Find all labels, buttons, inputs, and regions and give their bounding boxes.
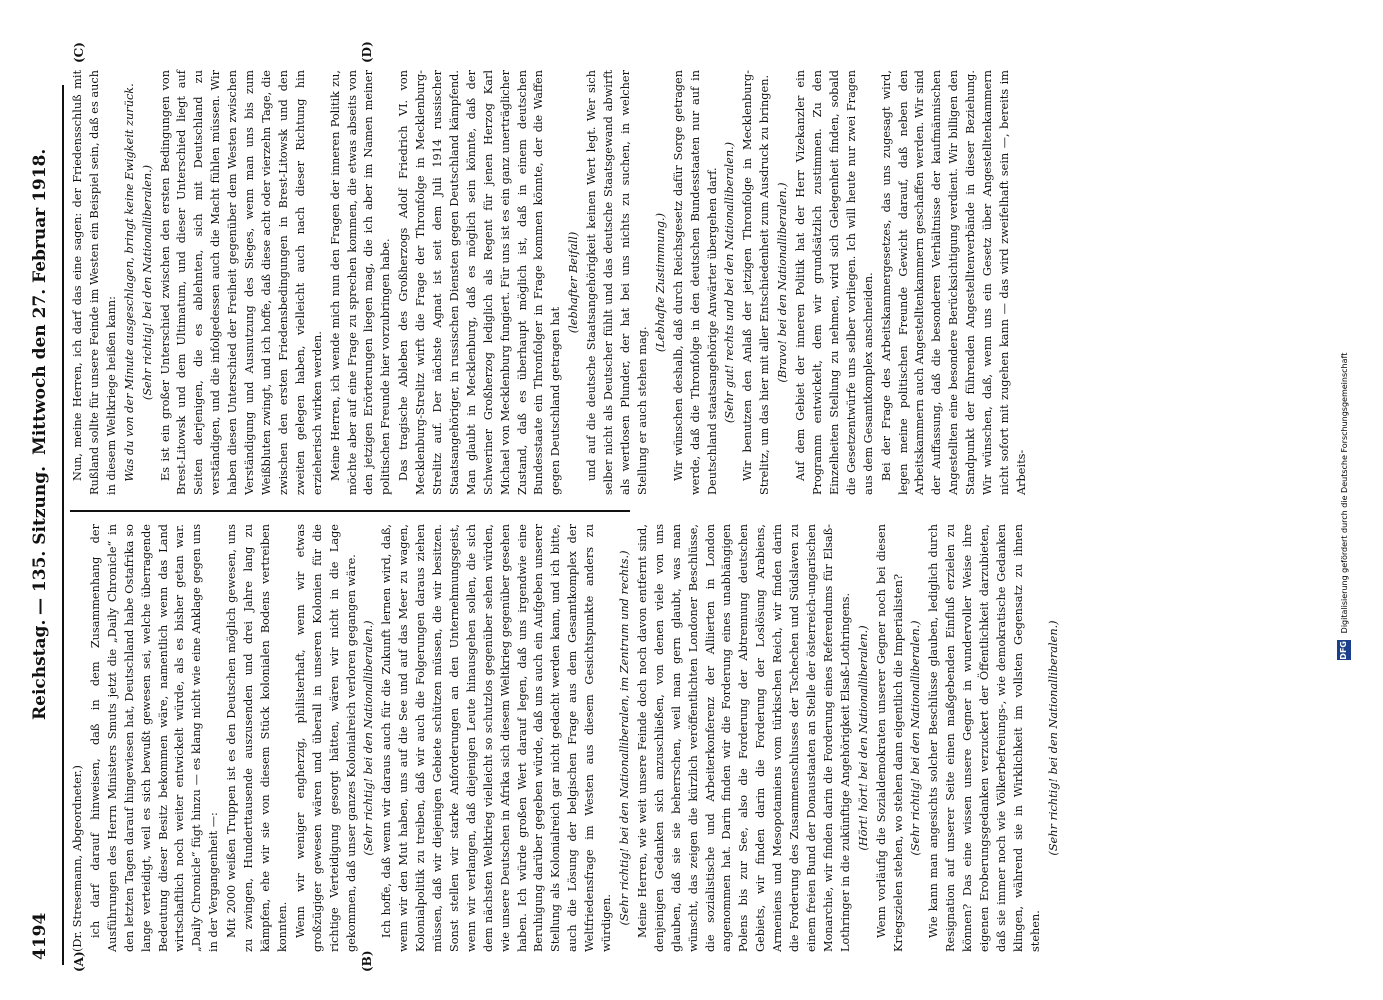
paragraph: Wenn wir weniger engherzig, philisterhaft, wenn wir etwas großzügiger gewesen wären und überall in unseren Kolonien für die richtige Verteidigung gesorgt hätten, wären wir nicht in die Lage gekommen, daß unser ganzes Kolonialreich verloren gegangen wäre. — [293, 524, 358, 952]
page-header — [30, 90, 58, 960]
margin-marker-c: (C) — [72, 42, 86, 63]
interjection: (Sehr richtig! bei den Nationalliberalen.) — [140, 164, 154, 401]
interjection: (Lebhafte Zustimmung.) — [653, 212, 667, 353]
interjection: (Sehr gut! rechts und bei den Nationalliberalen.) — [723, 141, 737, 424]
credit-text: Digitalisierung gefördert durch die Deutsche Forschungsgemeinschaft — [1340, 352, 1349, 634]
paragraph: Es ist ein großer Unterschied zwischen den ersten Bedingungen von Brest-Litowsk und dem Ultimatum, und dieser Unterschied liegt auf Seiten derjenigen, die es ablehnten, sich mit Deutschland zu verständigen, und die infolgedessen auch die Macht fühlen müssen. Wir haben diesen Unterschied der Freiheit gegenüber dem Westen zwischen Verständigung und Ausnutzung des Sieges, wenn man uns bis zum Weißbluten zwingt, und ich hoffe, daß diese acht oder vierzehn Tage, die zwischen den ersten Friedensbedingungen in Brest-Litowsk und den zweiten gelegen haben, vielleicht auch nach dieser Richtung hin erzieherisch wirken werden. — [158, 70, 324, 495]
paragraph: Ich hoffe, daß wenn wir daraus auch für die Zukunft lernen wird, daß, wenn wir den Mut haben, uns auf die See und auf das Meer zu wagen, Kolonialpolitik zu treiben, daß wir auch die Folgerungen daraus ziehen müssen, daß wir diejenigen Gebiete schützen müssen, die wir besitzen. Sonst stellen wir starke Anforderungen an den Unternehmungsgeist, wenn wir verlangen, daß diejenigen Leute hinausgehen sollen, die sich dem nächsten Weltkrieg vielleicht so schutzlos gegenüber sehen würden, wie unsere Deutschen in Afrika sich diesem Weltkrieg gegenüber gesehen haben. Ich würde großen Wert darauf legen, daß uns irgendwie eine Beruhigung darüber gegeben würde, daß uns auch ein Aufgeben unserer Stellung als Kolonialreich gar nicht gedacht werden kann, und ich bitte, auch die Lösung der belgischen Frage aus dem Gesamtkomplex der Weltfriedensfrage im Westen aus diesem Gesichtspunkte anders zu würdigen. — [380, 524, 614, 952]
interjection: (lebhafter Beifall) — [567, 231, 581, 334]
interjection: (Bravo! bei den Nationalliberalen.) — [776, 182, 790, 383]
paragraph: ich darf darauf hinweisen, daß in dem Zusammenhang der Ausführungen des Herrn Ministers Smuts jetzt die „Daily Chronicle“ in den letzten Tagen darauf hingewiesen hat, Deutschland habe Ostafrika so lange verteidigt, weil es sich bewußt gewesen sei, welche überragende Bedeutung dieser Besitz bekommen wäre, namentlich wenn das Land wirtschaftlich noch weiter entwickelt würde, als es bisher getan war. „Daily Chronicle“ fügt hinzu — es klang nicht wie eine Anklage gegen uns in der Vergangenheit —: — [88, 524, 221, 952]
interjection: (Sehr richtig! bei den Nationalliberalen, im Zentrum und rechts.) — [618, 550, 631, 926]
interjection: (Sehr richtig! bei den Nationalliberalen.) — [1046, 620, 1060, 856]
paragraph: Das tragische Ableben des Großherzogs Adolf Friedrich VI. von Mecklenburg-Strelitz wirft die Frage der Thronfolge in Mecklenburg-Strelitz auf. Der nächste Agnat ist seit dem Juli 1914 russischer Staatsangehöriger, in russischen Diensten gegen Deutschland kämpfend. Man glaubt in Mecklenburg, daß es möglich sein könnte, daß der Schweriner Großherzog lediglich als Regent für jenen Herzog Karl Michael von Mecklenburg fungiert. Für uns ist es ein ganz unerträglicher Zustand, daß es überhaupt möglich ist, daß in einem deutschen Bundesstaate ein Thronfolger in Frage kommen könnte, der die Waffen gegen Deutschland getragen hat — [397, 70, 563, 495]
text-column-right — [70, 70, 1028, 495]
margin-marker-d: (D) — [360, 41, 374, 63]
interjection: (Sehr richtig! bei den Nationalliberalen.) — [362, 620, 376, 856]
paragraph: Bei der Frage des Arbeitskammergesetzes, das uns zugesagt wird, legen meine politischen Freunde Gewicht darauf, daß neben den Arbeitskammern auch Angestelltenkammern geschaffen werden. Wir sind der Auffassung, daß die besonderen Verhältnisse der kaufmännischen Angestellten eine besondere Berücksichtigung verdient. Wir billigen den Standpunkt der führenden Angestelltenverbände in dieser Beziehung. Wir wünschen, daß, wenn uns ein Gesetz über Angestelltenkammern nicht sofort mit zugehen kann — das wird zweifelhaft sein —, bereits im Arbeits- — [879, 70, 1028, 495]
paragraph: Nun, meine Herren, ich darf das eine sagen: der Friedensschluß mit Rußland sollte für unsere Feinde im Westen ein Beispiel sein, daß es auch in diesem Weltkriege heißen kann: — [71, 70, 118, 495]
paragraph: und auf die deutsche Staatsangehörigkeit keinen Wert legt. Wer sich selber nicht als Deutscher fühlt und das deutsche Staatsgewand abwirft als wertlosen Plunder, der hat bei uns nichts zu suchen, in welcher Stellung er auch stehen mag. — [585, 70, 649, 495]
column-divider — [70, 510, 630, 512]
interjection: (Hört! hört! bei den Nationalliberalen.) — [856, 625, 870, 851]
paragraph: Meine Herren, ich wende mich nun den Fragen der inneren Politik zu, möchte aber auf eine Frage zu sprechen kommen, die etwas abseits von den jetzigen Erörterungen liegen mag, die ich aber im Namen meiner politischen Freunde hier vorzubringen habe. — [328, 70, 393, 495]
paragraph: Auf dem Gebiet der inneren Politik hat der Herr Vizekanzler ein Programm entwickelt, dem wir grundsätzlich zustimmen. Zu den Einzelheiten Stellung zu nehmen, wird sich Gelegenheit finden, sobald die Gesetzentwürfe uns selber vorliegen. Ich will heute nur zwei Fragen aus dem Gesamtkomplex anschneiden. — [794, 70, 875, 495]
quotation: Was du von der Minute ausgeschlagen, bringt keine Ewigkeit zurück. — [122, 83, 136, 482]
page-number: 4194 — [30, 912, 50, 960]
paragraph: Wir wünschen deshalb, daß durch Reichsgesetz dafür Sorge getragen werde, daß die Thronfolge in den deutschen Bundesstaaten nur auf in Deutschland staatsangehörige Anwärter übergehen darf. — [671, 70, 719, 495]
paragraph: Wenn vorläufig die Sozialdemokraten unserer Gegner noch bei diesen Kriegszielen stehen, wo stehen dann eigentlich die Imperialisten? — [874, 524, 905, 952]
paragraph: Mit 2000 weißen Truppen ist es den Deutschen möglich gewesen, uns zu zwingen, Hunderttausende auszusenden und drei Jahre lang zu kämpfen, ehe wir sie von diesem Stück kolonialen Bodens vertreiben konnten. — [225, 524, 289, 952]
header-rule — [62, 85, 64, 965]
text-column-left — [70, 524, 1060, 952]
dfg-logo: DFG — [1337, 640, 1351, 660]
header-institution: Reichstag. — [30, 619, 50, 720]
interjection: (Sehr richtig! bei den Nationalliberalen.) — [909, 620, 923, 856]
paragraph: Meine Herren, wie weit unsere Feinde doch noch davon entfernt sind, denjenigen Gedanken sich anzuschließen, von denen viele von uns glauben, daß sie sie beherrschen, weil man gern glaubt, was man wünscht, das zeigen die kürzlich veröffentlichten Londoner Beschlüsse, die sozialistische und Arbeiterkonferenz der Alliierten in London angenommen hat. Darin finden wir die Forderung eines unabhängigen Polens bis zur See, also die Forderung der Abtrennung deutschen Gebiets, wir finden darin die Forderung der Loslösung Arabiens, Armeniens und Mesopotamiens vom türkischen Reich, wir finden darin die Forderung des Zusammenschlusses der Tschechen und Südslaven zu einem freien Bund der Donaustaaten an Stelle der österreich-ungarischen Monarchie, wir finden darin die Forderung eines Referendums für Elsaß-Lothringer in die zukünftige Angehörigkeit Elsaß-Lothringens. — [635, 524, 852, 952]
header-date: Mittwoch den 27. Februar 1918. — [30, 148, 50, 455]
margin-marker-a: (A) — [72, 951, 86, 972]
header-session: — 135. Sitzung. — [30, 465, 50, 615]
paragraph: Wie kann man angesichts solcher Beschlüsse glauben, lediglich durch Resignation auf unserer Seite einen maßgebenden Einfluß erzielen zu können? Das eine wissen unsere Gegner in wundervoller Weise ihre eigenen Eroberungsgedanken verzuckert der Öffentlichkeit darzubieten, daß sie immer noch wie Völkerbefreiungs-, wie demokratische Gedanken klingen, während sie in Wirklichkeit im vollsten Gegensatz zu ihnen stehen. — [927, 524, 1042, 952]
speaker-line: (Dr. Stresemann, Abgeordneter.) — [71, 765, 84, 952]
digitization-credit — [1340, 40, 1349, 960]
margin-marker-b: (B) — [360, 950, 374, 972]
paragraph: Wir benutzen den Anlaß der jetzigen Thronfolge in Mecklenburg-Strelitz, um das hier mit aller Entschiedenheit zum Ausdruck zu bringen. — [741, 70, 772, 495]
